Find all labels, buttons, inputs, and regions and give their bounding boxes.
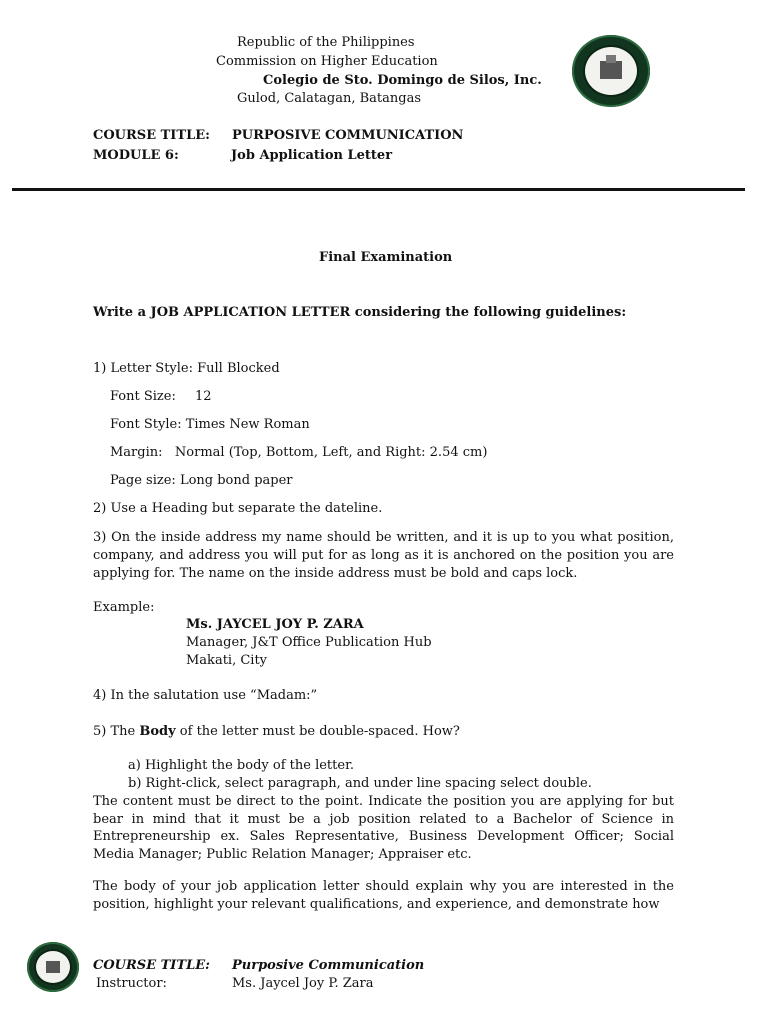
course-title-label: COURSE TITLE:: [93, 128, 210, 143]
instruction: Write a JOB APPLICATION LETTER considering the following guidelines:: [93, 305, 627, 320]
guideline-font-style: Font Style: Times New Roman: [110, 417, 310, 432]
example-name: Ms. JAYCEL JOY P. ZARA: [186, 617, 364, 632]
footer-course-label: COURSE TITLE:: [93, 958, 210, 973]
footer-instructor-value: Ms. Jaycel Joy P. Zara: [232, 976, 374, 991]
footer-course-value: Purposive Communication: [232, 958, 425, 973]
guideline-page-size: Page size: Long bond paper: [110, 473, 293, 488]
school-seal-icon: [572, 35, 650, 107]
example-position: Manager, J&T Office Publication Hub: [186, 635, 432, 650]
guideline-5-bold: Body: [139, 724, 176, 739]
course-title-value: PURPOSIVE COMMUNICATION: [232, 128, 464, 143]
guideline-font-size-value: 12: [195, 389, 212, 404]
header-commission: Commission on Higher Education: [216, 54, 438, 69]
module-value: Job Application Letter: [231, 148, 393, 163]
guideline-1: 1) Letter Style: Full Blocked: [93, 361, 280, 376]
footer-seal-icon: [27, 942, 79, 992]
guideline-5-prefix: 5) The: [93, 724, 140, 739]
exam-title: Final Examination: [319, 250, 453, 265]
header-republic: Republic of the Philippines: [237, 35, 415, 50]
guideline-4: 4) In the salutation use “Madam:”: [93, 688, 318, 703]
guideline-font-size-label: Font Size:: [110, 389, 176, 404]
guideline-2: 2) Use a Heading but separate the dateline.: [93, 501, 383, 516]
guideline-margin: Margin: Normal (Top, Bottom, Left, and Right: 2.54 cm): [110, 445, 488, 460]
header-school-name: Colegio de Sto. Domingo de Silos, Inc.: [263, 73, 542, 88]
body-paragraph: The body of your job application letter should explain why you are interested in the position, highlight your relevant qualifications, and experience, and demonstrate how: [93, 879, 674, 912]
header-address: Gulod, Calatagan, Batangas: [237, 91, 422, 106]
guideline-5: [93, 724, 460, 739]
guideline-5a: a) Highlight the body of the letter.: [128, 758, 354, 773]
example-city: Makati, City: [186, 653, 268, 668]
guideline-5b: b) Right-click, select paragraph, and under line spacing select double.: [128, 776, 592, 791]
example-label: Example:: [93, 600, 155, 615]
footer-instructor-label: Instructor:: [96, 976, 167, 991]
header-divider: [12, 188, 745, 191]
guideline-3: 3) On the inside address my name should be written, and it is up to you what position, company, and address you will put for as long as it is anchored on the position you are applying for. The name on the inside address must be bold and caps lock.: [93, 530, 674, 581]
guideline-5-suffix: of the letter must be double-spaced. How?: [175, 724, 460, 739]
module-label: MODULE 6:: [93, 148, 179, 163]
content-paragraph: The content must be direct to the point. Indicate the position you are applying for but bear in mind that it must be a job position related to a Bachelor of Science in Entrepreneurship ex. Sales Representative, Business Development Officer; Social Media Manager; Public Relation Manager; Appraiser etc.: [93, 794, 674, 862]
